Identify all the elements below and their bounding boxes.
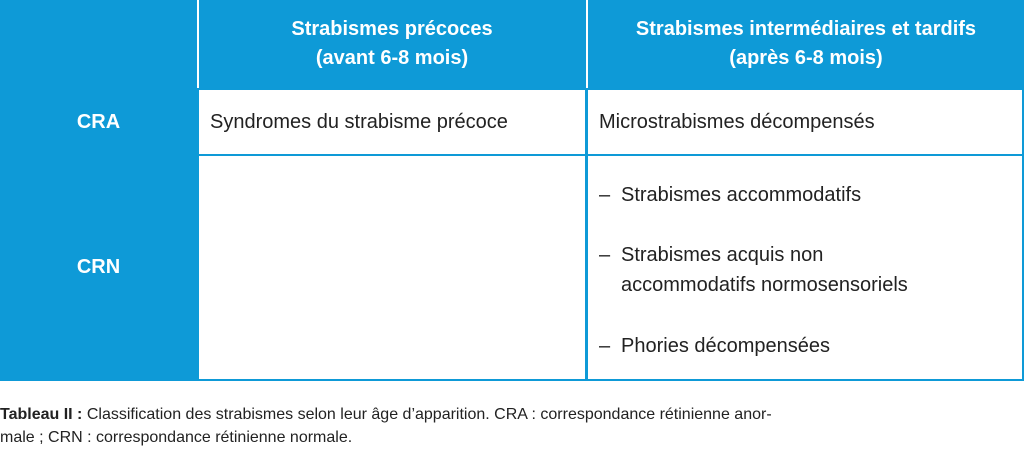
row-label-cra-text: CRA (76, 110, 121, 133)
caption-label: Tableau II : (0, 406, 83, 423)
list-item-dash: – (599, 184, 611, 206)
cell-crn-late (588, 156, 1022, 379)
cell-cra-early-text: Syndromes du strabisme précoce (210, 111, 508, 133)
cell-cra-early (199, 90, 585, 154)
list-item (599, 240, 908, 300)
list-item-text: Strabismes acquis non (621, 244, 824, 266)
header-divider-2 (586, 0, 588, 88)
row-label-crn (0, 156, 197, 379)
header-early-strabismus (199, 0, 585, 88)
list-item-continuation: accommodatifs normosensoriels (621, 274, 908, 296)
list-item-dash: – (599, 335, 611, 357)
list-item-text: Strabismes accommodatifs (621, 184, 862, 206)
row-label-cra (0, 90, 197, 154)
table-caption (0, 403, 1024, 449)
caption-text-line1: Classification des strabismes selon leur âge d’apparition. CRA : correspondance rétinienne anor- (82, 406, 772, 423)
cell-crn-early (199, 156, 585, 379)
list-item-dash: – (599, 244, 611, 266)
row-label-crn-text: CRN (76, 256, 121, 278)
header-col1-line1: Strabismes précoces (291, 18, 493, 40)
cell-cra-late-text: Microstrabismes décompensés (599, 111, 875, 133)
caption-text-line2: male ; CRN : correspondance rétinienne normale. (0, 429, 353, 446)
list-item (599, 180, 861, 210)
list-item (599, 331, 830, 361)
list-item-text: Phories décompensées (621, 335, 831, 357)
header-col2-line2: (après 6-8 mois) (729, 47, 883, 69)
header-col2-line1: Strabismes intermédiaires et tardifs (635, 18, 977, 40)
header-col1-line2: (avant 6-8 mois) (315, 47, 469, 69)
header-late-strabismus (588, 0, 1024, 88)
header-divider-1 (197, 0, 199, 88)
cell-cra-late (588, 90, 1022, 154)
